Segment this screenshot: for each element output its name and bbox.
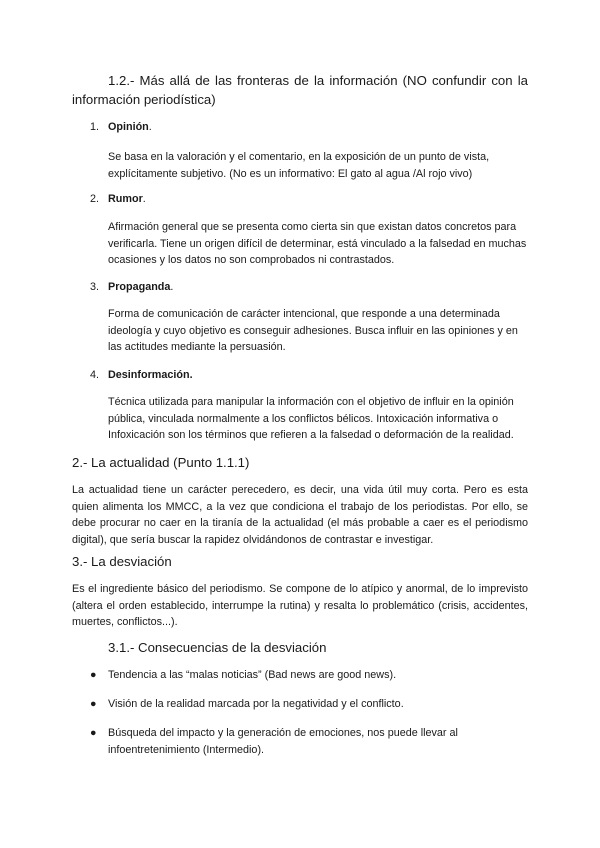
list-item [72,696,528,713]
item-term: Opinión [108,121,149,133]
section-3-body: Es el ingrediente básico del periodismo. Se compone de lo atípico y anormal, de lo imprevisto (altera el orden establecido, interrumpe la rutina) y resalta lo problemático (crisis, accidentes, muertes, conflictos...). [72,583,528,628]
section-3-1-heading: 3.1.- Consecuencias de la desviación [108,640,327,655]
section-2-heading: 2.- La actualidad (Punto 1.1.1) [72,455,250,470]
item-term: Rumor [108,193,143,205]
section-3-heading: 3.- La desviación [72,554,172,569]
list-item [72,667,528,684]
bullet-icon: ● [90,669,97,681]
item-term: Propaganda [108,281,171,293]
list-item-opinion [72,119,528,135]
item-description: Técnica utilizada para manipular la información con el objetivo de influir en la opinión pública, vinculada normalmente a los conflictos bélicos. Intoxicación informativa o Infoxicación son los términos que refieren a la falsedad o deformación de la realidad. [108,396,514,441]
section-2-body: La actualidad tiene un carácter perecedero, es decir, una vida útil muy corta. Pero es esta quien alimenta los MMCC, a la vez que condiciona el trabajo de los periodistas. Por ello, se debe procurar no caer en la tiranía de la actualidad (el más probable a caer es el periodismo digital), que sería buscar la rapidez olvidándonos de contrastar e investigar. [72,484,528,546]
item-description: Afirmación general que se presenta como cierta sin que existan datos concretos para verificarla. Tiene un origen difícil de determinar, está vinculado a la falsedad en muchas ocasiones y los datos no son comprobados ni contrastados. [108,221,527,266]
item-number: 3. [90,281,100,293]
item-description: Forma de comunicación de carácter intencional, que responde a una determinada ideología y cuyo objetivo es conseguir adhesiones. Busca influir en las opiniones y en las actitudes mediante la persuasión. [108,308,518,353]
bullet-text: Búsqueda del impacto y la generación de emociones, nos puede llevar al infoentretenimiento (Intermedio). [108,727,458,756]
item-suffix: . [170,281,174,293]
list-item-rumor [72,191,528,207]
item-description: Se basa en la valoración y el comentario, en la exposición de un punto de vista, explícitamente subjetivo. (No es un informativo: El gato al agua /Al rojo vivo) [108,151,490,180]
bullet-text: Tendencia a las “malas noticias” (Bad news are good news). [108,669,397,681]
list-item-propaganda [72,279,528,295]
item-number: 2. [90,193,100,205]
item-number: 4. [90,369,100,381]
item-term: Desinformación. [108,369,193,381]
bullet-icon: ● [90,698,97,710]
item-suffix: . [148,121,152,133]
item-suffix: . [142,193,146,205]
section-1-2-heading: 1.2.- Más allá de las fronteras de la información (NO confundir con la información periodística) [72,73,528,107]
bullet-icon: ● [90,727,97,739]
list-item-desinformacion [72,367,528,383]
list-item [72,725,528,758]
bullet-text: Visión de la realidad marcada por la negatividad y el conflicto. [108,698,404,710]
item-number: 1. [90,121,100,133]
